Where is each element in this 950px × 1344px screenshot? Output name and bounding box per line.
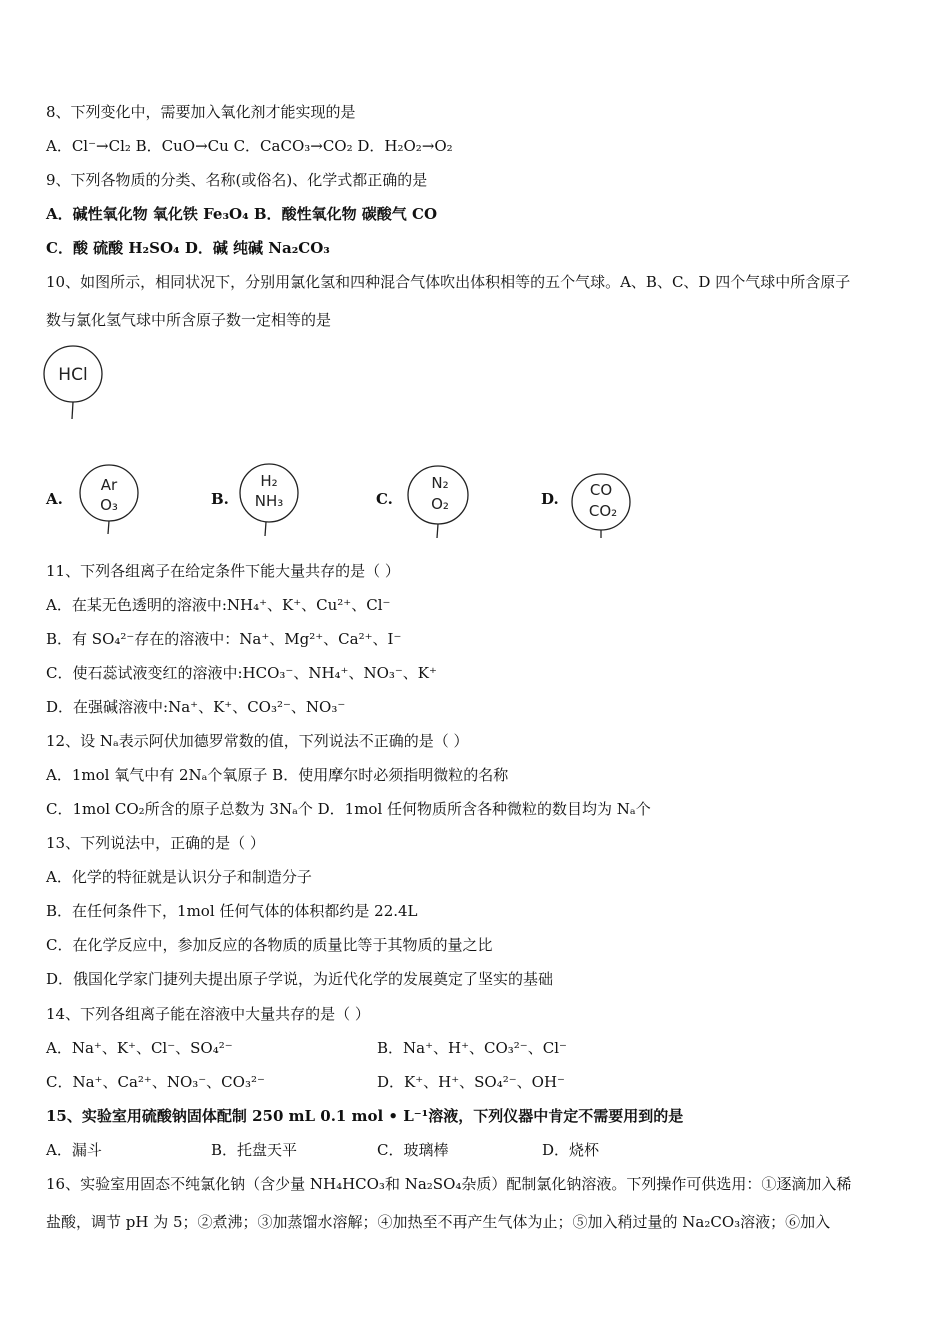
balloon-b-bottom: NH₃ bbox=[254, 492, 284, 510]
q10-stem-line2: 数与氯化氢气球中所含原子数一定相等的是 bbox=[46, 311, 332, 329]
q8-stem: 8、下列变化中，需要加入氧化剂才能实现的是 bbox=[46, 103, 356, 121]
q14-stem: 14、下列各组离子能在溶液中大量共存的是（ ） bbox=[46, 1005, 370, 1023]
q10-label-d: D. bbox=[541, 490, 559, 508]
balloon-a-string bbox=[108, 521, 109, 534]
q14-row1 bbox=[46, 1038, 910, 1058]
q9-options-line1: A．碱性氧化物 氧化铁 Fe₃O₄ B．酸性氧化物 碳酸气 CO bbox=[46, 205, 438, 223]
q13-option-a: A．化学的特征就是认识分子和制造分子 bbox=[46, 868, 312, 886]
q12-stem: 12、设 Nₐ表示阿伏加德罗常数的值，下列说法不正确的是（ ） bbox=[46, 732, 469, 750]
q15-stem: 15、实验室用硫酸钠固体配制 250 mL 0.1 mol • L⁻¹溶液，下列仪器中肯定不需要用到的是 bbox=[46, 1107, 684, 1125]
q11-option-b: B．有 SO₄²⁻存在的溶液中：Na⁺、Mg²⁺、Ca²⁺、I⁻ bbox=[46, 630, 402, 648]
q14-row2 bbox=[46, 1072, 910, 1092]
balloon-c-top: N₂ bbox=[431, 474, 449, 492]
balloon-b-string bbox=[265, 522, 266, 536]
q11-option-a: A．在某无色透明的溶液中:NH₄⁺、K⁺、Cu²⁺、Cl⁻ bbox=[46, 596, 391, 614]
hcl-balloon-label: HCl bbox=[58, 365, 88, 385]
q12-options-line2: C．1mol CO₂所含的原子总数为 3Nₐ个 D．1mol 任何物质所含各种微粒的数目均为 Nₐ个 bbox=[46, 800, 651, 818]
q10-label-c: C. bbox=[376, 490, 393, 508]
q10-stem-line1: 10、如图所示，相同状况下，分别用氯化氢和四种混合气体吹出体积相等的五个气球。A、B、C、D 四个气球中所含原子 bbox=[46, 273, 851, 291]
balloon-a-bottom: O₃ bbox=[100, 496, 118, 514]
q10-label-b: B. bbox=[211, 490, 229, 508]
q16-line1: 16、实验室用固态不纯氯化钠（含少量 NH₄HCO₃和 Na₂SO₄杂质）配制氯化钠溶液。下列操作可供选用：①逐滴加入稀 bbox=[46, 1175, 852, 1193]
q11-stem: 11、下列各组离子在给定条件下能大量共存的是（ ） bbox=[46, 562, 400, 580]
q12-options-line1: A．1mol 氧气中有 2Nₐ个氧原子 B．使用摩尔时必须指明微粒的名称 bbox=[46, 766, 509, 784]
q10-label-a: A. bbox=[46, 490, 63, 508]
q16-line2: 盐酸，调节 pH 为 5；②煮沸；③加蒸馏水溶解；④加热至不再产生气体为止；⑤加入稍过量的 Na₂CO₃溶液；⑥加入 bbox=[46, 1213, 831, 1231]
balloon-b-top: H₂ bbox=[260, 472, 278, 490]
balloon-d-top: CO bbox=[589, 481, 613, 499]
balloon-d bbox=[568, 470, 640, 542]
balloon-c bbox=[404, 462, 476, 542]
q13-option-b: B．在任何条件下，1mol 任何气体的体积都约是 22.4L bbox=[46, 902, 418, 920]
q13-stem: 13、下列说法中，正确的是（ ） bbox=[46, 834, 265, 852]
q14-option-c: C．Na⁺、Ca²⁺、NO₃⁻、CO₃²⁻ bbox=[46, 1073, 265, 1091]
q13-option-d: D．俄国化学家门捷列夫提出原子学说，为近代化学的发展奠定了坚实的基础 bbox=[46, 970, 554, 988]
q11-option-c: C．使石蕊试液变红的溶液中:HCO₃⁻、NH₄⁺、NO₃⁻、K⁺ bbox=[46, 664, 437, 682]
q9-stem: 9、下列各物质的分类、名称(或俗名)、化学式都正确的是 bbox=[46, 171, 428, 189]
q15-option-d: D．烧杯 bbox=[542, 1141, 600, 1159]
balloon-b bbox=[236, 460, 308, 540]
q8-options: A．Cl⁻→Cl₂ B．CuO→Cu C．CaCO₃→CO₂ D．H₂O₂→O₂ bbox=[46, 137, 453, 155]
balloon-c-string bbox=[437, 524, 438, 538]
q13-option-c: C．在化学反应中，参加反应的各物质的质量比等于其物质的量之比 bbox=[46, 936, 493, 954]
q15-option-c: C．玻璃棒 bbox=[377, 1141, 449, 1159]
balloon-c-bottom: O₂ bbox=[431, 495, 449, 513]
q14-option-d: D．K⁺、H⁺、SO₄²⁻、OH⁻ bbox=[377, 1073, 565, 1091]
q15-option-a: A．漏斗 bbox=[46, 1141, 102, 1159]
hcl-balloon-string bbox=[72, 402, 73, 419]
q14-option-b: B．Na⁺、H⁺、CO₃²⁻、Cl⁻ bbox=[377, 1039, 567, 1057]
balloon-a bbox=[76, 460, 148, 540]
balloon-a-top: Ar bbox=[100, 476, 118, 494]
hcl-balloon-figure bbox=[40, 342, 110, 422]
balloon-d-bottom: CO₂ bbox=[588, 502, 618, 520]
q11-option-d: D．在强碱溶液中:Na⁺、K⁺、CO₃²⁻、NO₃⁻ bbox=[46, 698, 346, 716]
q15-option-b: B．托盘天平 bbox=[211, 1141, 298, 1159]
q9-options-line2: C．酸 硫酸 H₂SO₄ D．碱 纯碱 Na₂CO₃ bbox=[46, 239, 330, 257]
q14-option-a: A．Na⁺、K⁺、Cl⁻、SO₄²⁻ bbox=[46, 1039, 233, 1057]
